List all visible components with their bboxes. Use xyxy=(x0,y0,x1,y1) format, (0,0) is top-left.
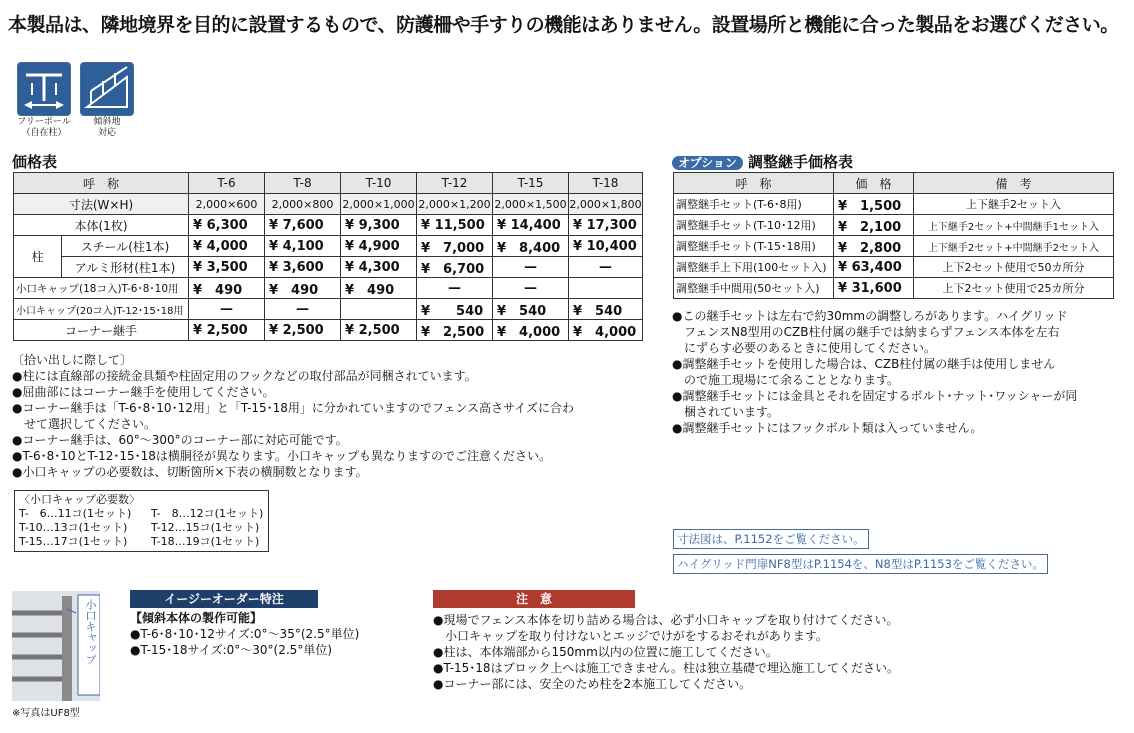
free-pole-caption: フリーポール （自在柱） xyxy=(17,117,71,138)
caution-bar: 注 意 xyxy=(433,590,635,608)
cap-required-item: T-18…19コ(1セット) xyxy=(151,535,260,548)
dimension-link[interactable]: 寸法図は、P.1152をご覧ください。 xyxy=(673,529,869,549)
table-cell: ¥ 1,500 xyxy=(834,194,914,215)
table-cell: ¥ 14,400 xyxy=(493,215,569,236)
note-item: ●コーナー継手は、60°〜300°のコーナー部に対応可能です。 xyxy=(12,433,348,447)
note-item: ●柱には直線部の接続金具類や柱固定用のフックなどの取付部品が同梱されています。 xyxy=(12,369,477,383)
caution-notes xyxy=(433,612,1033,692)
table-row xyxy=(14,215,643,236)
table-cell: — xyxy=(569,257,643,278)
table-cell: ¥ 63,400 xyxy=(834,257,914,278)
cap-required-item: T- 8…12コ(1セット) xyxy=(151,507,264,520)
note-item: ●コーナー部には、安全のため柱を2本施工してください。 xyxy=(433,677,752,691)
note-item: ●屈曲部にはコーナー継手を使用してください。 xyxy=(12,385,275,399)
easy-order-notes xyxy=(130,610,430,658)
easy-order-subtitle: 【傾斜本体の製作可能】 xyxy=(130,611,263,625)
product-photo xyxy=(12,591,100,701)
pickup-notes-title: 〔拾い出しに際して〕 xyxy=(12,353,133,367)
table-cell: 2,000×1,500 xyxy=(493,194,569,215)
table-row xyxy=(674,278,1114,299)
cap-required-title: 〈小口キャップ必要数〉 xyxy=(19,493,140,506)
table-cell: 調整継手上下用(100セット入) xyxy=(674,257,834,278)
table-row xyxy=(14,299,643,320)
note-item: ●T-6･8･10とT-12･15･18は横胴径が異なります。小口キャップも異なりますのでご注意ください。 xyxy=(12,449,551,463)
table-cell: 2,000×600 xyxy=(189,194,265,215)
gate-link[interactable]: ハイグリッド門扉NF8型はP.1154を、N8型はP.1153をご覧ください。 xyxy=(673,554,1048,574)
row-label: コーナー継手 xyxy=(14,320,189,341)
table-row xyxy=(674,257,1114,278)
table-cell: ¥ 4,900 xyxy=(341,236,417,257)
note-item: ●コーナー継手は「T-6･8･10･12用」と「T-15･18用」に分かれていますのでフェンス高さサイズに合わ xyxy=(12,401,575,415)
size-label: 寸法(W×H) xyxy=(14,194,189,215)
table-cell: ¥ 540 xyxy=(493,299,569,320)
table-cell: 上下2セット使用で50カ所分 xyxy=(914,257,1114,278)
table-cell: ¥ 540 xyxy=(417,299,493,320)
header-cell: T-10 xyxy=(341,173,417,194)
table-cell: — xyxy=(493,257,569,278)
header-cell: T-6 xyxy=(189,173,265,194)
option-title: 調整継手価格表 xyxy=(748,153,854,171)
table-row xyxy=(14,257,643,278)
note-item: せて選択してください。 xyxy=(12,417,157,431)
table-cell: 2,000×1,200 xyxy=(417,194,493,215)
table-cell: 調整継手セット(T-15･18用) xyxy=(674,236,834,257)
table-cell: — xyxy=(265,299,341,320)
table-cell: 上下2セット使用で25カ所分 xyxy=(914,278,1114,299)
table-cell xyxy=(569,278,643,299)
note-item: ●調整継手セットを使用した場合は、CZB柱付属の継手は使用しません xyxy=(672,357,1056,371)
table-row xyxy=(14,236,643,257)
table-cell: ¥ 3,500 xyxy=(189,257,265,278)
table-cell: ¥ 7,000 xyxy=(417,236,493,257)
table-cell: ¥ 2,500 xyxy=(265,320,341,341)
table-cell: ¥ 490 xyxy=(265,278,341,299)
table-cell: ¥ 3,600 xyxy=(265,257,341,278)
option-heading xyxy=(672,151,853,172)
table-row xyxy=(14,320,643,341)
note-item: ●調整継手セットには金具とそれを固定するボルト･ナット･ワッシャーが同 xyxy=(672,389,1078,403)
header-cell: 呼 称 xyxy=(14,173,189,194)
table-cell: ¥ 17,300 xyxy=(569,215,643,236)
cap-required-item: T-12…15コ(1セット) xyxy=(151,521,260,534)
cap-required-item: T- 6…11コ(1セット) xyxy=(19,507,132,520)
note-item: 梱されています。 xyxy=(672,405,780,419)
table-cell: ¥ 2,500 xyxy=(341,320,417,341)
slope-icon xyxy=(80,62,134,116)
cap-side-label: 小口キャップ xyxy=(84,599,97,665)
table-row xyxy=(14,194,643,215)
note-item: ●現場でフェンス本体を切り詰める場合は、必ず小口キャップを取り付けてください。 xyxy=(433,613,899,627)
table-cell: ¥ 490 xyxy=(189,278,265,299)
table-row xyxy=(674,215,1114,236)
table-cell: 調整継手セット(T-6･8用) xyxy=(674,194,834,215)
table-cell: — xyxy=(189,299,265,320)
table-cell: 上下継手2セット+中間継手1セット入 xyxy=(914,215,1114,236)
cap-required-box xyxy=(14,490,269,552)
row-label: 小口キャップ(18コ入)T-6･8･10用 xyxy=(14,278,189,299)
table-cell: ¥ 10,400 xyxy=(569,236,643,257)
table-cell: ¥ 540 xyxy=(569,299,643,320)
cap-required-item: T-10…13コ(1セット) xyxy=(19,521,128,534)
note-item: ●T-15･18サイズ:0°〜30°(2.5°単位) xyxy=(130,643,333,657)
table-row xyxy=(674,194,1114,215)
pickup-notes xyxy=(12,352,652,480)
note-item: 小口キャップを取り付けないとエッジでけがをするおそれがあります。 xyxy=(433,629,828,643)
option-notes xyxy=(672,308,1122,436)
table-cell: 2,000×1,000 xyxy=(341,194,417,215)
table-cell: ¥ 8,400 xyxy=(493,236,569,257)
note-item: ●T-6･8･10･12サイズ:0°〜35°(2.5°単位) xyxy=(130,627,360,641)
table-cell: — xyxy=(417,278,493,299)
option-table xyxy=(673,172,1114,299)
row-group-label: 柱 xyxy=(14,236,62,278)
header-cell: 呼 称 xyxy=(674,173,834,194)
note-item: ●この継手セットは左右で約30mmの調整しろがあります。ハイグリッド xyxy=(672,309,1068,323)
table-cell: 2,000×1,800 xyxy=(569,194,643,215)
table-cell: ¥ 4,000 xyxy=(569,320,643,341)
page-banner: 本製品は、隣地境界を目的に設置するもので、防護柵や手すりの機能はありません。設置場所と機能に合った製品をお選びください。 xyxy=(8,14,1119,36)
easy-order-bar: イージーオーダー特注 xyxy=(130,590,318,608)
table-cell: — xyxy=(493,278,569,299)
table-row xyxy=(674,236,1114,257)
header-cell: T-15 xyxy=(493,173,569,194)
table-header-row xyxy=(14,173,643,194)
table-cell: ¥ 2,500 xyxy=(417,320,493,341)
table-cell: ¥ 2,800 xyxy=(834,236,914,257)
table-cell: ¥ 31,600 xyxy=(834,278,914,299)
table-cell: 調整継手セット(T-10･12用) xyxy=(674,215,834,236)
price-table-title: 価格表 xyxy=(12,153,58,171)
note-item: ●T-15･18はブロック上へは施工できません。柱は独立基礎で埋込施工してください。 xyxy=(433,661,900,675)
header-cell: T-8 xyxy=(265,173,341,194)
table-cell: 調整継手中間用(50セット入) xyxy=(674,278,834,299)
slope-caption: 傾斜地 対応 xyxy=(93,117,121,138)
price-table xyxy=(13,172,643,341)
table-cell: ¥ 4,000 xyxy=(189,236,265,257)
table-cell: ¥ 7,600 xyxy=(265,215,341,236)
table-cell: ¥ 2,500 xyxy=(189,320,265,341)
row-label: 小口キャップ(20コ入)T-12･15･18用 xyxy=(14,299,189,320)
photo-caption: ※写真はUF8型 xyxy=(12,708,80,719)
free-pole-icon xyxy=(17,62,71,116)
table-cell: 2,000×800 xyxy=(265,194,341,215)
option-badge: オプション xyxy=(672,156,743,170)
row-label: スチール(柱1本) xyxy=(62,236,189,257)
table-cell xyxy=(341,299,417,320)
table-cell: ¥ 6,300 xyxy=(189,215,265,236)
cap-required-item: T-15…17コ(1セット) xyxy=(19,535,128,548)
note-item: にずらす必要のあるときに使用してください。 xyxy=(672,341,937,355)
note-item: ●小口キャップの必要数は、切断箇所×下表の横胴数となります。 xyxy=(12,465,368,479)
note-item: ●柱は、本体端部から150mm以内の位置に施工してください。 xyxy=(433,645,778,659)
table-cell: ¥ 4,100 xyxy=(265,236,341,257)
note-item: ●調整継手セットにはフックボルト類は入っていません。 xyxy=(672,421,983,435)
header-cell: T-18 xyxy=(569,173,643,194)
table-cell: ¥ 2,100 xyxy=(834,215,914,236)
row-label: 本体(1枚) xyxy=(14,215,189,236)
note-item: ので施工現場にて余ることとなります。 xyxy=(672,373,900,387)
header-cell: 備 考 xyxy=(914,173,1114,194)
table-cell: ¥ 4,000 xyxy=(493,320,569,341)
note-item: フェンスN8型用のCZB柱付属の継手では納まらずフェンス本体を左右 xyxy=(672,325,1060,339)
header-cell: T-12 xyxy=(417,173,493,194)
table-row xyxy=(14,278,643,299)
table-cell: 上下継手2セット+中間継手2セット入 xyxy=(914,236,1114,257)
table-cell: ¥ 490 xyxy=(341,278,417,299)
table-cell: ¥ 6,700 xyxy=(417,257,493,278)
table-cell: ¥ 4,300 xyxy=(341,257,417,278)
table-cell: ¥ 11,500 xyxy=(417,215,493,236)
table-cell: ¥ 9,300 xyxy=(341,215,417,236)
table-cell: 上下継手2セット入 xyxy=(914,194,1114,215)
row-label: アルミ形材(柱1本) xyxy=(62,257,189,278)
header-cell: 価 格 xyxy=(834,173,914,194)
table-header-row xyxy=(674,173,1114,194)
